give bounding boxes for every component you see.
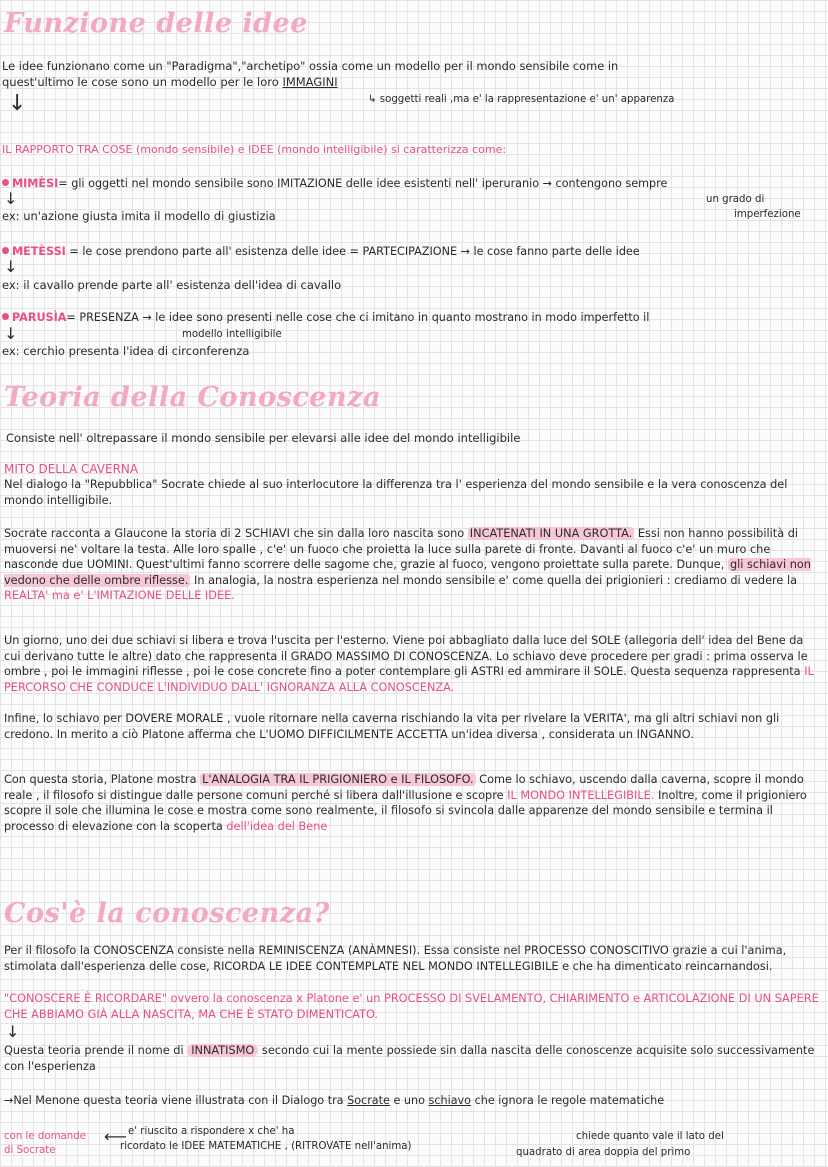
left-arrow-icon: ⟵ — [104, 1127, 127, 1146]
down-arrow-icon: ↓ — [4, 189, 18, 208]
mito-caverna-heading: MITO DELLA CAVERNA — [4, 462, 139, 476]
corner-arrow-icon: ↳ — [368, 94, 377, 105]
down-arrow-icon: ↓ — [4, 257, 18, 276]
mimesi-example: ex: un'azione giusta imita il modello di giustizia — [2, 209, 276, 223]
bullet-icon — [2, 247, 9, 254]
mito-paragraph-3: Un giorno, uno dei due schiavi si libera e trova l'uscita per l'esterno. Viene poi abbagliato dalla luce del SOLE (allegoria dell' idea del Bene da cui derivano tutte le altre) dato che rappresenta il GRADO MASSIMO DI CONOSCENZA. Lo schiavo deve procedere per gradi : prima osserva le ombre , poi le immagini riflesse , poi le cose concrete fino a poter contemplare gli ASTRI ed ammirare il SOLE. Questa sequenza rappresenta IL PERCORSO CHE CONDUCE L'INDIVIDUO DALL' IGNORANZA ALLA CONOSCENZA. — [4, 634, 814, 694]
socrate-word: Socrate — [347, 1094, 390, 1107]
highlight-incatenati: INCATENATI IN UNA GROTTA. — [469, 527, 633, 540]
bullet-icon — [2, 179, 9, 186]
schiavo-word: schiavo — [428, 1094, 472, 1107]
riuscito-line: e' riuscito a rispondere x che' ha — [128, 1126, 295, 1137]
chiede-line-2: quadrato di area doppia del primo — [516, 1147, 691, 1158]
rapporto-heading: IL RAPPORTO TRA COSE (mondo sensibile) e IDEE (mondo intelligibile) si caratterizza come: — [2, 143, 507, 156]
mito-paragraph-5: Con questa storia, Platone mostra L'ANALOGIA TRA IL PRIGIONIERO e IL FILOSOFO. Come lo schiavo, uscendo dalla caverna, scopre il mondo reale , il filosofo si distingue dalle persone comuni perché si libera dall'illusione e scopre IL MONDO INTELLEGIBILE. Inoltre, come il prigioniero scopre il sole che illumina le cose e mostra come sono realmente, il filosofo si svincola dalle apparenze del mondo sensibile e termina il processo di elevazione con la scoperta dell'idea del Bene — [4, 773, 807, 833]
soggetti-note: ↳ soggetti reali ,ma e' la rappresentazione e' un' apparenza — [368, 94, 675, 105]
metessi-line: METÈSSI = le cose prendono parte all' esistenza delle idee = PARTECIPAZIONE → le cose fanno parte delle idee — [2, 244, 640, 260]
chiede-line-1: chiede quanto vale il lato del — [576, 1131, 724, 1142]
mito-paragraph-1: Nel dialogo la "Repubblica" Socrate chiede al suo interlocutore la differenza tra l' esperienza del mondo sensibile e la vera conoscenza del mondo intelligibile. — [4, 478, 788, 507]
funzione-line-1: Le idee funzionano come un "Paradigma","archetipo" ossia come un modello per il mondo sensibile come in — [2, 59, 619, 73]
mimesi-line: MIMÈSI= gli oggetti nel mondo sensibile sono IMITAZIONE delle idee esistenti nell' iperuranio → contengono sempre — [2, 176, 667, 192]
conoscere-ricordare-quote: "CONOSCERE È RICORDARE" ovvero la conoscenza x Platone e' un PROCESSO DI SVELAMENTO, CHIARIMENTO e ARTICOLAZIONE DI UN SAPERE CHE ABBIAMO GIÀ ALLA NASCITA, MA CHE È STATO DIMENTICATO. — [4, 992, 819, 1021]
funzione-line-2: quest'ultimo le cose sono un modello per le loro IMMAGINI — [2, 75, 338, 89]
immagini-word: IMMAGINI — [282, 75, 338, 89]
title-funzione-delle-idee: Funzione delle idee — [4, 8, 308, 39]
mondo-intellegibile: IL MONDO INTELLEGIBILE. — [507, 788, 655, 802]
parusia-term: PARUSÌA — [12, 311, 67, 324]
parusia-example: ex: cerchio presenta l'idea di circonferenza — [2, 344, 250, 358]
mito-paragraph-2: Socrate racconta a Glaucone la storia di 2 SCHIAVI che sin dalla loro nascita sono INCATENATI IN UNA GROTTA. Essi non hanno possibilità di muoversi ne' voltare la testa. Alle loro spalle , c'e' un fuoco che proietta la luce sulla parete di fronte. Davanti al fuoco c'e' un muro che nasconde due UOMINI. Quest'ultimi fanno scorrere delle sagome che, grazie al fuoco, vengono proiettate sulla parete. Dunque, gli schiavi non vedono che delle ombre riflesse. In analogia, la nostra esperienza nel mondo sensibile e' come quella dei prigionieri : crediamo di vedere la REALTA' ma e' L'IMITAZIONE DELLE IDEE. — [4, 527, 811, 602]
metessi-example: ex: il cavallo prende parte all' esistenza dell'idea di cavallo — [2, 278, 342, 292]
down-arrow-icon: ↓ — [6, 1022, 20, 1041]
title-cos-e-la-conoscenza: Cos'è la conoscenza? — [4, 898, 330, 929]
idea-del-bene: dell'idea del Bene — [226, 819, 328, 833]
down-arrow-icon: ↓ — [8, 91, 27, 116]
down-arrow-icon: ↓ — [4, 324, 18, 343]
parusia-modello: modello intelligibile — [182, 329, 282, 340]
conoscenza-paragraph: Per il filosofo la CONOSCENZA consiste nella REMINISCENZA (ANÀMNESI). Essa consiste nel PROCESSO CONOSCITIVO grazie a cui l'anima, stimolata dall'esperienza delle cose, RICORDA LE IDEE CONTEMPLATE NEL MONDO INTELLEGIBILE e che ha dimenticato reincarnandosi. — [4, 944, 787, 973]
menone-line: →Nel Menone questa teoria viene illustrata con il Dialogo tra Socrate e uno schiavo che ignora le regole matematiche — [4, 1094, 665, 1107]
highlight-innatismo: INNATISMO — [187, 1044, 258, 1057]
percorso-conoscenza: IL PERCORSO CHE CONDUCE L'INDIVIDUO DALL' IGNORANZA ALLA CONOSCENZA. — [4, 665, 814, 694]
parusia-line: PARUSÌA= PRESENZA → le idee sono presenti nelle cose che ci imitano in quanto mostrano in modo imperfetto il — [2, 310, 649, 326]
mimesi-term: MIMÈSI — [12, 177, 59, 190]
innatismo-paragraph: Questa teoria prende il nome di INNATISMO secondo cui la mente possiede sin dalla nascita delle conoscenze acquisite solo successivamente con l'esperienza — [4, 1044, 815, 1073]
ricordato-line: ricordato le IDEE MATEMATICHE , (RITROVATE nell'anima) — [120, 1141, 412, 1152]
teoria-intro: Consiste nell' oltrepassare il mondo sensibile per elevarsi alle idee del mondo intelligibile — [6, 431, 521, 445]
mito-paragraph-4: Infine, lo schiavo per DOVERE MORALE , vuole ritornare nella caverna rischiando la vita per rivelare la VERITA', ma gli altri schiavi non gli credono. In merito a ciò Platone afferma che L'UOMO DIFFICILMENTE ACCETTA un'idea diversa , considerata un INGANNO. — [4, 712, 780, 741]
domande-line-2: di Socrate — [4, 1145, 56, 1156]
realta-imitazione: REALTA' ma e' L'IMITAZIONE DELLE IDEE. — [4, 589, 235, 602]
domande-line-1: con le domande — [4, 1131, 86, 1142]
highlight-ombre: gli schiavi non vedono che delle ombre riflesse. — [4, 558, 811, 587]
title-teoria-della-conoscenza: Teoria della Conoscenza — [4, 382, 381, 413]
mimesi-imperfezione: imperfezione — [734, 209, 801, 220]
mimesi-grado: un grado di — [706, 194, 765, 205]
highlight-analogia: L'ANALOGIA TRA IL PRIGIONIERO e IL FILOSOFO. — [202, 773, 474, 786]
bullet-icon — [2, 313, 9, 320]
metessi-term: METÈSSI — [12, 245, 66, 258]
